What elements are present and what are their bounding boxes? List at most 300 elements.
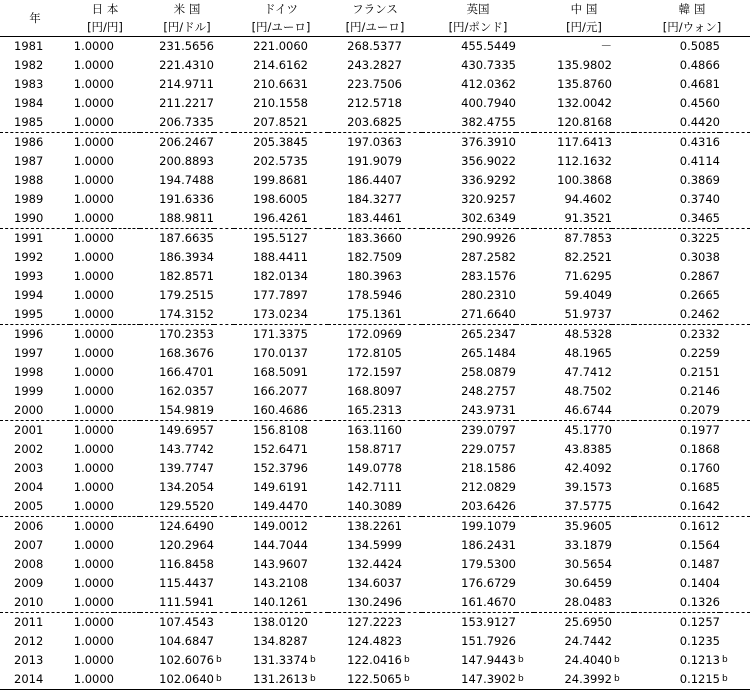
rate-cell: 94.4602 xyxy=(564,192,612,206)
note-marker xyxy=(214,613,234,633)
note-marker xyxy=(516,632,534,651)
rate-cell: 1.0000 xyxy=(70,593,114,613)
note-marker xyxy=(114,421,140,441)
table-row xyxy=(0,267,750,286)
note-marker xyxy=(516,497,534,517)
rate-cell: 268.5377 xyxy=(347,39,402,53)
rate-cell: 100.3868 xyxy=(557,173,612,187)
note-marker xyxy=(308,305,328,325)
note-marker xyxy=(720,517,750,537)
note-marker xyxy=(612,536,634,555)
rate-cell: 455.5449 xyxy=(461,39,516,53)
note-marker xyxy=(612,613,634,633)
table-row xyxy=(0,229,750,249)
note-marker xyxy=(516,363,534,382)
rate-cell: 149.4470 xyxy=(234,497,308,517)
note-marker xyxy=(720,305,750,325)
note-marker xyxy=(516,440,534,459)
rate-cell: 131.3374 xyxy=(253,653,308,667)
rate-cell: 1.0000 xyxy=(73,77,114,91)
rate-cell: 239.0797 xyxy=(461,423,516,437)
rate-cell: 182.0134 xyxy=(253,269,308,283)
year-cell: 2008 xyxy=(14,557,44,571)
rate-cell: 258.0879 xyxy=(461,365,516,379)
rate-cell: 205.3845 xyxy=(253,135,308,149)
note-marker xyxy=(612,56,634,75)
note-marker xyxy=(720,478,750,497)
rate-cell: 24.7442 xyxy=(564,634,612,648)
rate-cell: 42.4092 xyxy=(564,461,612,475)
note-marker xyxy=(720,248,750,267)
rate-cell: 0.1326 xyxy=(634,593,720,613)
note-marker xyxy=(720,171,750,190)
rate-cell: 203.6825 xyxy=(328,113,402,133)
rate-cell: 134.5999 xyxy=(347,538,402,552)
rate-cell: 186.4407 xyxy=(347,173,402,187)
rate-cell: 0.1235 xyxy=(679,634,720,648)
note-marker xyxy=(516,190,534,209)
rate-cell: 175.1361 xyxy=(328,305,402,325)
rate-cell: 186.3934 xyxy=(159,250,214,264)
rate-cell: 0.1257 xyxy=(679,615,720,629)
table-row xyxy=(0,344,750,363)
rate-cell: 214.9711 xyxy=(159,77,214,91)
rate-cell: 195.5127 xyxy=(253,231,308,245)
year-cell: 1996 xyxy=(14,327,44,341)
note-marker xyxy=(516,555,534,574)
rate-cell: 199.1079 xyxy=(461,519,516,533)
note-marker xyxy=(114,536,140,555)
rate-cell: 168.8097 xyxy=(347,384,402,398)
rate-cell: 135.8760 xyxy=(557,77,612,91)
rate-cell: 45.1770 xyxy=(564,423,612,437)
note-marker xyxy=(114,209,140,229)
rate-cell: 153.9127 xyxy=(461,615,516,629)
table-row xyxy=(0,325,750,345)
rate-cell: 172.1597 xyxy=(347,365,402,379)
note-marker xyxy=(612,555,634,574)
rate-cell: 112.1632 xyxy=(557,154,612,168)
year-cell: 2012 xyxy=(14,634,44,648)
year-cell: 1992 xyxy=(14,250,44,264)
rate-cell: 1.0000 xyxy=(70,497,114,517)
note-marker xyxy=(114,133,140,153)
rate-cell: 170.2353 xyxy=(159,327,214,341)
year-cell: 1993 xyxy=(14,269,44,283)
rate-cell: 214.6162 xyxy=(253,58,308,72)
rate-cell: 35.9605 xyxy=(564,519,612,533)
note-marker xyxy=(516,209,534,229)
rate-cell: 187.6635 xyxy=(159,231,214,245)
note-marker xyxy=(612,267,634,286)
note-marker xyxy=(612,497,634,517)
note-marker xyxy=(516,613,534,633)
rate-cell: 0.2259 xyxy=(679,346,720,360)
note-marker xyxy=(516,401,534,421)
rate-cell: 178.5946 xyxy=(347,288,402,302)
rate-cell: 1.0000 xyxy=(73,154,114,168)
note-marker xyxy=(612,37,634,57)
rate-cell: 1.0000 xyxy=(70,305,114,325)
year-cell: 1990 xyxy=(0,209,70,229)
rate-cell: 194.7488 xyxy=(159,173,214,187)
note-marker: b xyxy=(308,670,328,690)
rate-cell: 120.8168 xyxy=(534,113,612,133)
rate-cell: 151.7926 xyxy=(461,634,516,648)
note-marker xyxy=(114,382,140,401)
rate-cell: 104.6847 xyxy=(159,634,214,648)
note-marker: b xyxy=(516,670,534,690)
rate-cell: 182.8571 xyxy=(159,269,214,283)
rate-cell: 211.2217 xyxy=(159,96,214,110)
note-marker xyxy=(516,152,534,171)
rate-cell: 0.5085 xyxy=(679,39,720,53)
note-marker xyxy=(114,267,140,286)
note-marker xyxy=(612,133,634,153)
table-row xyxy=(0,517,750,537)
note-marker xyxy=(114,401,140,421)
rate-cell: 287.2582 xyxy=(461,250,516,264)
note-marker: b xyxy=(404,655,410,665)
rate-cell: 152.3796 xyxy=(253,461,308,475)
note-marker xyxy=(720,593,750,613)
rate-cell: 0.4681 xyxy=(679,77,720,91)
note-marker xyxy=(214,248,234,267)
note-marker xyxy=(214,517,234,537)
note-marker xyxy=(720,555,750,574)
note-marker xyxy=(612,344,634,363)
note-marker xyxy=(214,75,234,94)
note-marker xyxy=(612,325,634,345)
note-marker xyxy=(720,229,750,249)
rate-cell: 165.2313 xyxy=(328,401,402,421)
note-marker xyxy=(308,94,328,113)
note-marker xyxy=(720,421,750,441)
note-marker xyxy=(612,421,634,441)
rate-cell: 134.2054 xyxy=(159,480,214,494)
rate-cell: 0.3869 xyxy=(679,173,720,187)
note-marker xyxy=(114,670,140,690)
note-marker xyxy=(308,325,328,345)
note-marker xyxy=(114,363,140,382)
note-marker xyxy=(214,190,234,209)
rate-cell: 210.1558 xyxy=(253,96,308,110)
rate-cell: 223.7506 xyxy=(347,77,402,91)
note-marker xyxy=(308,459,328,478)
rate-cell: 0.1215 xyxy=(634,670,720,690)
note-marker xyxy=(402,229,422,249)
rate-cell: 196.4261 xyxy=(234,209,308,229)
rate-cell: 283.1576 xyxy=(461,269,516,283)
rate-cell: 139.7747 xyxy=(159,461,214,475)
table-header xyxy=(0,0,750,37)
rate-cell: 172.8105 xyxy=(347,346,402,360)
note-marker xyxy=(402,133,422,153)
year-header: 年 xyxy=(29,11,41,25)
rate-cell: 0.1977 xyxy=(679,423,720,437)
rate-cell: 147.9443 xyxy=(461,653,516,667)
rate-cell: 0.4866 xyxy=(679,58,720,72)
rate-cell: 24.3992 xyxy=(534,670,612,690)
note-marker xyxy=(402,574,422,593)
note-marker xyxy=(214,421,234,441)
note-marker xyxy=(214,325,234,345)
note-marker xyxy=(720,267,750,286)
note-marker xyxy=(214,401,234,421)
rate-cell: 320.9257 xyxy=(461,192,516,206)
note-marker xyxy=(402,440,422,459)
note-marker xyxy=(720,536,750,555)
year-cell: 2007 xyxy=(14,538,44,552)
year-cell: 2003 xyxy=(14,461,44,475)
rate-cell: 171.3375 xyxy=(253,327,308,341)
rate-cell: 37.5775 xyxy=(534,497,612,517)
rate-cell: 142.7111 xyxy=(347,480,402,494)
table-row xyxy=(0,421,750,441)
table-row xyxy=(0,478,750,497)
rate-cell: 1.0000 xyxy=(73,615,114,629)
year-cell: 2000 xyxy=(0,401,70,421)
year-cell: 2002 xyxy=(14,442,44,456)
table-row xyxy=(0,363,750,382)
rate-cell: 183.4461 xyxy=(328,209,402,229)
note-marker xyxy=(214,497,234,517)
note-marker xyxy=(114,593,140,613)
rate-cell: 82.2521 xyxy=(564,250,612,264)
note-marker xyxy=(516,171,534,190)
note-marker xyxy=(308,363,328,382)
note-marker xyxy=(516,286,534,305)
note-marker xyxy=(720,632,750,651)
rate-cell: 124.6490 xyxy=(159,519,214,533)
rate-cell: 127.2223 xyxy=(347,615,402,629)
rate-cell: 206.7335 xyxy=(140,113,214,133)
rate-cell: 183.3660 xyxy=(347,231,402,245)
rate-cell: 1.0000 xyxy=(73,576,114,590)
note-marker xyxy=(308,56,328,75)
unit-header: [円/円] xyxy=(87,20,123,34)
rate-cell: 0.3740 xyxy=(679,192,720,206)
note-marker xyxy=(214,632,234,651)
note-marker xyxy=(214,267,234,286)
note-marker xyxy=(720,613,750,633)
country-header: フランス xyxy=(352,2,398,16)
unit-header: [円/ウォン] xyxy=(662,20,722,34)
table-row xyxy=(0,459,750,478)
rate-cell: 174.3152 xyxy=(140,305,214,325)
note-marker xyxy=(720,152,750,171)
note-marker xyxy=(402,517,422,537)
note-marker xyxy=(516,421,534,441)
rate-cell: 376.3910 xyxy=(461,135,516,149)
year-cell: 1981 xyxy=(14,39,44,53)
note-marker xyxy=(612,229,634,249)
country-header: 日 本 xyxy=(91,2,119,16)
rate-cell: 188.9811 xyxy=(140,209,214,229)
year-cell: 1982 xyxy=(14,58,44,72)
rate-cell: 0.3465 xyxy=(634,209,720,229)
note-marker xyxy=(214,171,234,190)
rate-cell: 48.7502 xyxy=(564,384,612,398)
rate-cell: 48.1965 xyxy=(564,346,612,360)
rate-cell: 161.4670 xyxy=(422,593,516,613)
note-marker xyxy=(114,286,140,305)
note-marker xyxy=(516,248,534,267)
note-marker xyxy=(114,113,140,133)
note-marker xyxy=(402,363,422,382)
year-cell: 1987 xyxy=(14,154,44,168)
rate-cell: 176.6729 xyxy=(461,576,516,590)
country-header: ドイツ xyxy=(264,2,298,16)
note-marker xyxy=(402,286,422,305)
table-row xyxy=(0,94,750,113)
note-marker xyxy=(516,229,534,249)
note-marker xyxy=(516,593,534,613)
note-marker xyxy=(214,305,234,325)
rate-cell: 120.2964 xyxy=(159,538,214,552)
note-marker xyxy=(720,363,750,382)
note-marker xyxy=(308,133,328,153)
note-marker xyxy=(308,478,328,497)
note-marker xyxy=(612,171,634,190)
note-marker xyxy=(114,574,140,593)
note-marker xyxy=(612,248,634,267)
year-cell: 2009 xyxy=(14,576,44,590)
rate-cell: 1.0000 xyxy=(73,39,114,53)
rate-cell: 180.3963 xyxy=(347,269,402,283)
rate-cell: 229.0757 xyxy=(461,442,516,456)
note-marker xyxy=(720,286,750,305)
note-marker xyxy=(114,517,140,537)
rate-cell: 1.0000 xyxy=(70,209,114,229)
note-marker xyxy=(402,613,422,633)
rate-cell: 138.0120 xyxy=(253,615,308,629)
rate-cell: 172.0969 xyxy=(347,327,402,341)
rate-cell: 1.0000 xyxy=(73,173,114,187)
rate-cell: 47.7412 xyxy=(564,365,612,379)
rate-cell: 122.5065 xyxy=(328,670,402,690)
note-marker xyxy=(720,113,750,133)
year-cell: 2010 xyxy=(0,593,70,613)
table-body xyxy=(0,37,750,690)
note-marker: b xyxy=(216,655,222,665)
note-marker xyxy=(516,305,534,325)
country-header: 中 国 xyxy=(570,2,598,16)
table-row xyxy=(0,152,750,171)
rate-cell: 382.4755 xyxy=(422,113,516,133)
unit-header: [円/ドル] xyxy=(163,20,211,34)
note-marker xyxy=(114,478,140,497)
rate-cell: 243.2827 xyxy=(347,58,402,72)
rate-cell: 0.3038 xyxy=(679,250,720,264)
rate-cell: 0.4316 xyxy=(679,135,720,149)
note-marker xyxy=(214,363,234,382)
rate-cell: 198.6005 xyxy=(253,192,308,206)
rate-cell: 0.2146 xyxy=(679,384,720,398)
rate-cell: 152.6471 xyxy=(253,442,308,456)
year-cell: 2001 xyxy=(14,423,44,437)
rate-cell: 1.0000 xyxy=(73,192,114,206)
note-marker xyxy=(402,555,422,574)
year-cell: 1995 xyxy=(0,305,70,325)
note-marker xyxy=(308,440,328,459)
rate-cell: 91.3521 xyxy=(534,209,612,229)
note-marker: b xyxy=(722,655,728,665)
note-marker xyxy=(214,440,234,459)
rate-cell: 1.0000 xyxy=(73,384,114,398)
rate-cell: 116.8458 xyxy=(159,557,214,571)
note-marker xyxy=(114,171,140,190)
note-marker xyxy=(114,632,140,651)
note-marker xyxy=(214,344,234,363)
rate-cell: 138.2261 xyxy=(347,519,402,533)
note-marker xyxy=(516,94,534,113)
table-row xyxy=(0,133,750,153)
note-marker xyxy=(308,593,328,613)
rate-cell: 1.0000 xyxy=(73,231,114,245)
note-marker xyxy=(214,478,234,497)
rate-cell: 166.4701 xyxy=(159,365,214,379)
rate-cell: 412.0362 xyxy=(461,77,516,91)
note-marker xyxy=(516,267,534,286)
note-marker xyxy=(214,593,234,613)
rate-cell: 0.4420 xyxy=(634,113,720,133)
unit-header: [円/元] xyxy=(566,20,602,34)
note-marker xyxy=(720,190,750,209)
note-marker xyxy=(402,171,422,190)
year-cell: 1997 xyxy=(14,346,44,360)
note-marker xyxy=(612,517,634,537)
note-marker xyxy=(402,497,422,517)
note-marker xyxy=(720,344,750,363)
note-marker xyxy=(516,344,534,363)
note-marker xyxy=(720,497,750,517)
note-marker xyxy=(612,94,634,113)
note-marker xyxy=(114,248,140,267)
rate-cell: 25.6950 xyxy=(564,615,612,629)
rate-cell: 135.9802 xyxy=(557,58,612,72)
rate-cell: 173.0234 xyxy=(234,305,308,325)
rate-cell: 39.1573 xyxy=(564,480,612,494)
rate-cell: 179.5300 xyxy=(461,557,516,571)
note-marker xyxy=(720,401,750,421)
rate-cell: 111.5941 xyxy=(140,593,214,613)
note-marker xyxy=(114,325,140,345)
rate-cell: 184.3277 xyxy=(347,192,402,206)
rate-cell: 160.4686 xyxy=(234,401,308,421)
note-marker xyxy=(612,113,634,133)
rate-cell: 107.4543 xyxy=(159,615,214,629)
year-cell: 1984 xyxy=(14,96,44,110)
rate-cell: 0.1487 xyxy=(679,557,720,571)
note-marker xyxy=(516,133,534,153)
note-marker xyxy=(114,555,140,574)
note-marker xyxy=(516,459,534,478)
note-marker xyxy=(612,593,634,613)
rate-cell: 207.8521 xyxy=(234,113,308,133)
rate-cell: 102.6076 xyxy=(159,653,214,667)
note-marker xyxy=(402,190,422,209)
note-marker xyxy=(402,478,422,497)
rate-cell: 144.7044 xyxy=(253,538,308,552)
note-marker xyxy=(612,382,634,401)
table-row xyxy=(0,651,750,670)
note-marker xyxy=(308,190,328,209)
rate-cell: 1.0000 xyxy=(73,327,114,341)
year-cell: 1991 xyxy=(14,231,44,245)
rate-cell: 170.0137 xyxy=(253,346,308,360)
note-marker xyxy=(612,363,634,382)
